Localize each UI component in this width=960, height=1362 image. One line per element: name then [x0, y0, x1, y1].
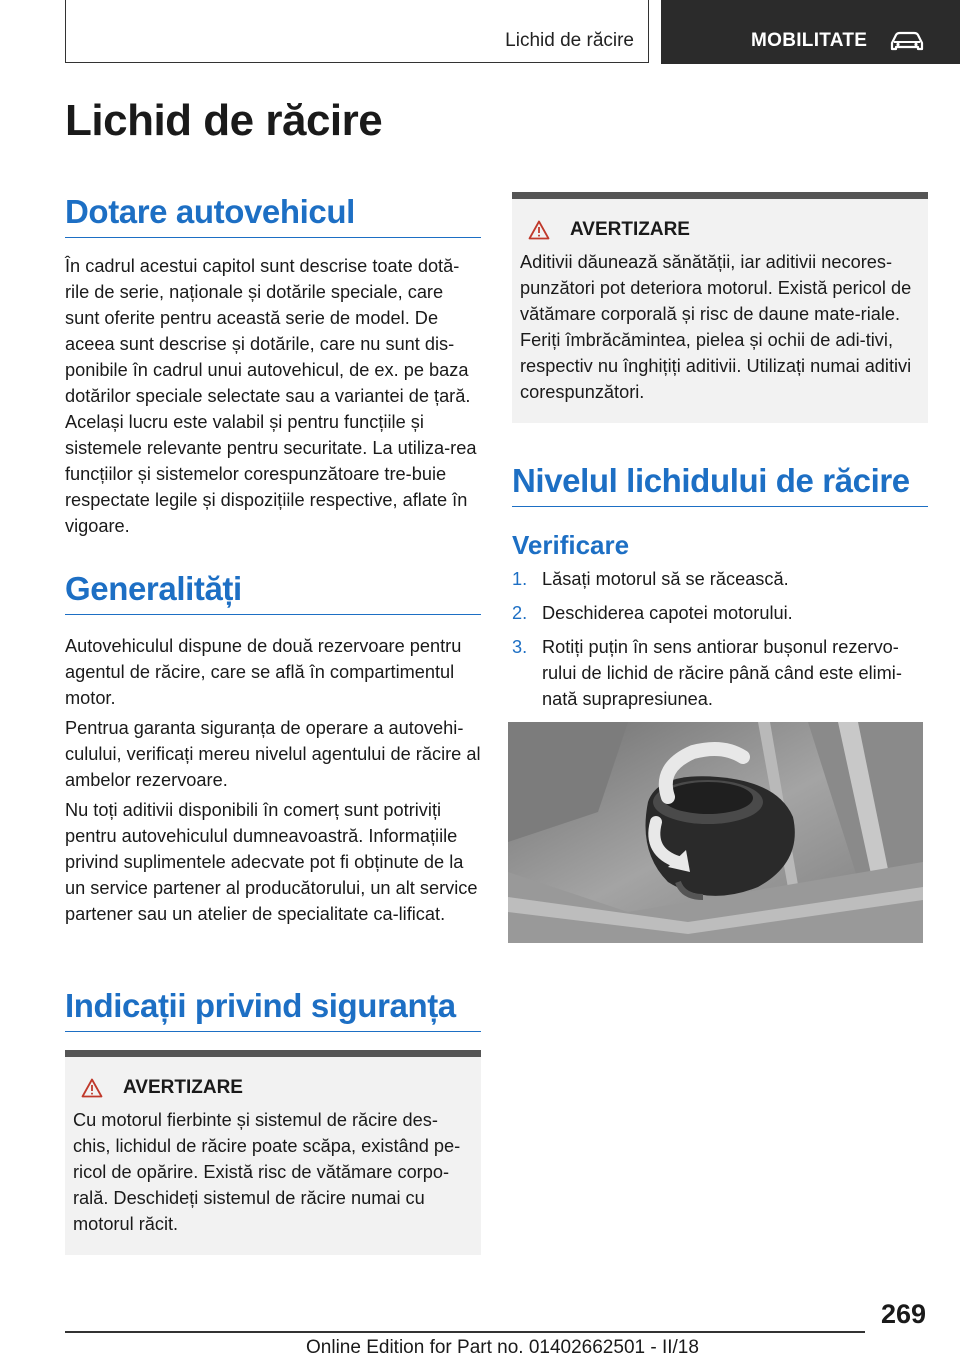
heading-dotare-autovehicul: Dotare autovehicul	[65, 193, 481, 238]
footer-divider	[65, 1331, 865, 1333]
verificare-steps	[512, 566, 928, 720]
generalitati-paragraph-2: Pentrua garanta siguranța de operare a autovehi-culului, verificați mereu nivelul agentului de răcire al ambelor rezervoare.	[65, 718, 481, 790]
generalitati-paragraph-3: Nu toți aditivii disponibili în comerț sunt potriviți pentru autovehiculul dumneavoastră. Informațiile privind suplimentele adecvate pot fi obținute de la un service partener al producătorului, un alt service partener sau un atelier de specialitate ca-lificat.	[65, 800, 478, 924]
warning-box-additives	[512, 192, 928, 423]
header-section-title: Lichid de răcire	[505, 30, 634, 51]
coolant-reservoir-photo	[508, 722, 923, 943]
warning-triangle-icon	[81, 1078, 103, 1098]
car-icon	[889, 30, 925, 52]
step-text: Deschiderea capotei motorului.	[542, 603, 793, 623]
step-item	[512, 634, 928, 712]
warning-triangle-icon	[528, 220, 550, 240]
edition-note: Online Edition for Part no. 01402662501 - II/18	[306, 1337, 699, 1358]
warning-label: AVERTIZARE	[123, 1077, 243, 1098]
warning-box-hot-engine	[65, 1050, 481, 1255]
page-number: 269	[881, 1299, 927, 1329]
step-item	[512, 600, 928, 626]
heading-verificare: Verificare	[512, 530, 630, 560]
dotare-text: În cadrul acestui capitol sunt descrise toate dotă-rile de serie, naționale și dotările speciale, care sunt oferite pentru această serie de model. De aceea sunt descrise și dotările, care nu sunt dis-ponibile în cadrul unui autovehicul, de ex. pe baza dotărilor speciale selectate sau a variantei de țară. Același lucru este valabil și pentru funcțiile și sistemele relevante pentru securitate. La utiliza-rea funcțiilor și sistemelor corespunzătoare tre-buie respectate legile și dispozițiile respective, aflate în vigoare.	[65, 256, 477, 536]
step-number: 3.	[512, 637, 528, 657]
step-number: 1.	[512, 569, 528, 589]
heading-nivelul-lichidului: Nivelul lichidului de răcire	[512, 462, 928, 507]
header-section-box	[65, 0, 649, 63]
warning-label: AVERTIZARE	[570, 219, 690, 240]
warning-text: Cu motorul fierbinte și sistemul de răcire des-chis, lichidul de răcire poate scăpa, existând pe-ricol de opărire. Există risc de vătămare corpo-rală. Deschideți sistemul de răcire numai cu motorul răcit.	[73, 1110, 461, 1234]
step-item	[512, 566, 928, 592]
step-text: Rotiți puțin în sens antiorar bușonul rezervo-rului de lichid de răcire până când este elimi-nată suprapresiunea.	[542, 637, 902, 709]
step-number: 2.	[512, 603, 528, 623]
page-title: Lichid de răcire	[65, 96, 383, 145]
warning-text: Aditivii dăunează sănătății, iar aditivii necores-punzători pot deteriora motorul. Există pericol de vătămare corporală și risc de daune mate-riale. Feriți îmbrăcămintea, pielea și ochii de adi-tivi, respectiv nu înghițiți aditivii. Utilizați numai aditivi corespunzători.	[520, 252, 912, 402]
header-chapter-tab[interactable]	[661, 0, 960, 64]
step-text: Lăsați motorul să se răcească.	[542, 569, 789, 589]
header-chapter-label: MOBILITATE	[751, 30, 868, 51]
heading-generalitati: Generalități	[65, 570, 481, 615]
generalitati-paragraph-1: Autovehiculul dispune de două rezervoare pentru agentul de răcire, care se află în compartimentul motor.	[65, 636, 462, 708]
heading-indicatii-siguranta: Indicații privind siguranța	[65, 987, 481, 1032]
